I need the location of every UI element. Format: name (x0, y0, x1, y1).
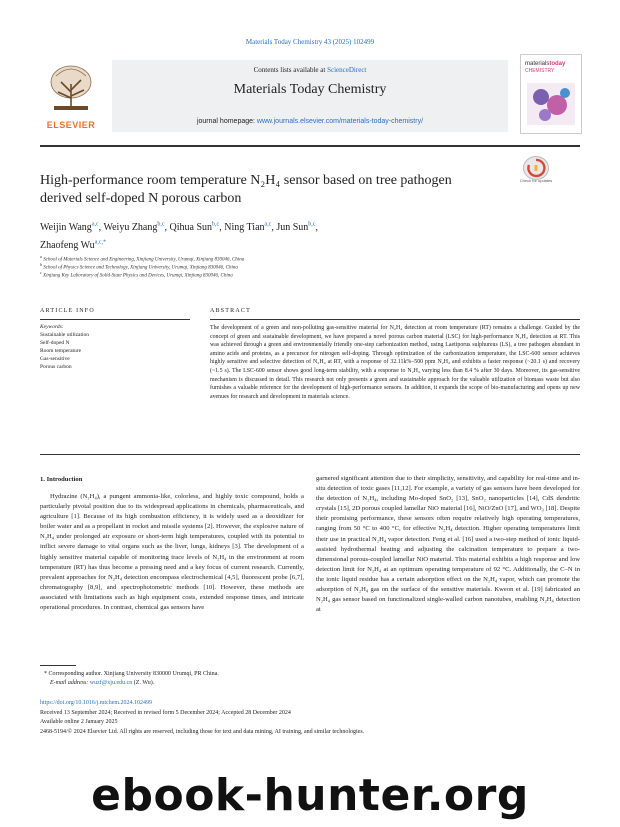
author[interactable]: Weijin Wang$^{a,c}$, (40, 222, 104, 234)
author[interactable]: Jun Sun$^{b,c}$, (276, 222, 318, 234)
cover-title-a: materials (525, 61, 550, 67)
sciencedirect-link[interactable]: ScienceDirect (327, 66, 367, 74)
homepage-label: journal homepage: (196, 118, 257, 125)
keyword: Porous carbon (40, 364, 72, 370)
intro-column-right: garnered significant attention due to their simplicity, sensitivity, and capability for real-time and in-situ detection of toxic gases [11,12]. For example, a variety of gas sensors have been developed for the detection of N₂H₄, including Mo-doped SnO₂ [13], SnO₂ nanoparticles [14], CdS dendritic crystals [15], 2D porous coupled lamellar NiO material [16], NiO/ZnO [17], and WO₃ [18]. Despite their promising performance, these sensors often require relatively high operating temperatures, ranging from 50 °C to 400 °C, for effective N₂H₄ detection. Higher operating temperatures limit their use in practical N₂H₄ vapor detection. Feng et al. [16] used a two-step method of ionic liquid-assisted hydrothermal heating and adjusting the calcination temperature to prepare a two-dimensional porous-coupled lamellar NiO material. This material exhibits a high response and low detection limit for N₂H₄ at an optimum operating temperature of 92 °C. Additionally, the C–N in the ionic liquid residue has a certain adsorption effect on the N₂H₄ vapor, which can promote the adsorption of N₂H₄ gas on the surface of the sensitive materials. Kweon et al. [19] fabricated an N₂H₄ gas sensor based on functionalized single-walled carbon nanotubes, enabling N₂H₄ detection at (316, 475, 580, 614)
cover-title (525, 61, 579, 75)
email-link[interactable]: wuzf@xju.edu.cn (89, 680, 133, 686)
abstract-heading: ABSTRACT (210, 308, 251, 314)
received-dates: Received 13 September 2024; Received in revised form 5 December 2024; Accepted 28 December 2024 (40, 710, 291, 716)
author[interactable]: Qihua Sun$^{b,c}$, (169, 222, 225, 234)
intro-column-left: Hydrazine (N₂H₄), a pungent ammonia-like, colorless, and highly toxic compound, holds a particularly pivotal position due to its widespread applications in chemicals, pharmaceuticals, and agriculture [1]. Because of its high combustion efficiency, it is widely used as a deoxidizer for boiler water and as a propellant in rocket and missile systems [2]. However, the explosive nature of N₂H₄ under prolonged air exposure or short-term high temperatures, coupled with its potential to inflict severe damage to vital organs such as the liver, lungs, kidneys [3]. The development of a highly sensitive material capable of monitoring trace levels of N₂H₄ in the environment at room temperature (RT) has thus become a pressing need and a key focus of current research. Currently, prevalent approaches for N₂H₄ detection encompass electrochemical [4,5], fluorescent probe [6,7], chromatography [8,9], and spectrophotometric methods [10]. However, these methods are associated with limitations such as high equipment costs, extended response times, and intricate operational procedures. In contrast, chemical gas sensors have (40, 493, 304, 612)
keywords-label: Keywords: (40, 324, 64, 330)
abstract-rule (210, 319, 580, 320)
watermark-banner: ebook-hunter.org (91, 770, 529, 821)
journal-cover[interactable] (520, 54, 582, 134)
elsevier-logo[interactable] (40, 60, 102, 132)
author[interactable]: Ning Tian$^{a,c}$, (224, 222, 277, 234)
journal-info-panel (112, 60, 508, 132)
doi-link[interactable]: https://doi.org/10.1016/j.mtchem.2024.102499 (40, 700, 153, 706)
publisher-name: ELSEVIER (46, 120, 96, 130)
journal-name[interactable]: Materials Today Chemistry (233, 82, 387, 97)
footnote-rule (40, 665, 76, 666)
keyword: Sustainable utilization (40, 332, 90, 338)
keyword: Room temperature (40, 348, 82, 354)
cover-art-icon (527, 83, 575, 125)
email-line (50, 680, 154, 686)
keyword: Self-doped N (40, 340, 70, 346)
available-online: Available online 2 January 2025 (40, 719, 118, 725)
email-suffix: (Z. Wu). (132, 680, 155, 686)
contents-line (112, 66, 508, 74)
abstract-text: The development of a green and non-polluting gas-sensitive material for N₂H₄ detection at room temperature (RT) remains a challenge. Guided by the concept of green and sustainable development, we have prepared a novel porous carbon material (LSC) for high-performance N₂H₄ detection at RT. This was achieved through a green and environmentally friendly one-step carbonization method, using Laetiporus sulphureus (LS), a tree pathogen abundant in amino acids and proteins, as a precursor for nitrogen self-doping. Through optimization of the carbonization temperature, the LSC-600 sensor achieves highly sensitive and selective detection of N₂H₄ at RT, with a response of 32.11k%–500 ppm N₂H₄ and exhibits a faster response (~20.1 s) and recovery (~1.5 s). The LSC-600 sensor shows good long-term stability, with a response to N₂H₄ varying less than 8.4 % after 30 days. Moreover, its gas-sensitive mechanism is discussed in detail. This research not only presents a green and sustainable approach for the valuable utilization of biomass waste but also furnishes a valuable reference for the development of high-performance sensors. In addition, it expands the scope of bio-manufacturing and opens up new avenues for research and development in materials science. (210, 325, 580, 400)
article-title: High-performance room temperature N₂H₄ sensor based on tree pathogen derived self-doped N porous carbon (40, 173, 452, 206)
affiliation: $^c$ Xinjiang Key Laboratory of Solid-State Physics and Devices, Urumqi, Xinjiang 830046, China (40, 270, 233, 279)
article-info-rule (40, 319, 190, 320)
homepage-line (112, 118, 508, 125)
copyright-line: 2468-5194/© 2024 Elsevier Ltd. All rights are reserved, including those for text and data mining, AI training, and similar technologies. (40, 729, 365, 735)
author-list (40, 218, 480, 253)
section-heading-introduction: 1. Introduction (40, 476, 83, 483)
email-label: E-mail address: (50, 680, 90, 686)
author[interactable]: Weiyu Zhang$^{b,c}$, (103, 222, 170, 234)
author[interactable]: Zhaofeng $Wu^{a,c,*}$ (40, 239, 107, 251)
journal-reference[interactable]: Materials Today Chemistry 43 (2025) 102499 (245, 38, 375, 46)
article-info-heading: ARTICLE INFO (40, 308, 95, 314)
corresponding-author-note: * Corresponding author. Xinjiang University 830000 Urumqi, PR China. (44, 671, 219, 677)
cover-title-c: CHEMISTRY (525, 68, 555, 74)
affiliation: $^a$ School of Materials Science and Engineering, Xinjiang University, Urumqi, Xinjiang 830046, China (40, 254, 245, 263)
contents-prefix: Contents lists available at (253, 66, 328, 74)
check-updates-label: Check for updates (519, 178, 553, 183)
check-for-updates[interactable] (519, 156, 553, 186)
check-updates-icon (523, 156, 549, 180)
abstract-bottom-rule (40, 454, 580, 455)
affiliation: $^b$ School of Physics Science and Technology, Xinjiang University, Urumqi, Xinjiang 830046, China (40, 262, 238, 271)
keyword: Gas-sensitive (40, 356, 70, 362)
homepage-link[interactable]: www.journals.elsevier.com/materials-today-chemistry/ (256, 118, 424, 125)
header-rule (40, 145, 580, 147)
elsevier-tree-icon (46, 62, 96, 112)
cover-title-b: today (549, 61, 566, 67)
journal-header (40, 60, 580, 142)
